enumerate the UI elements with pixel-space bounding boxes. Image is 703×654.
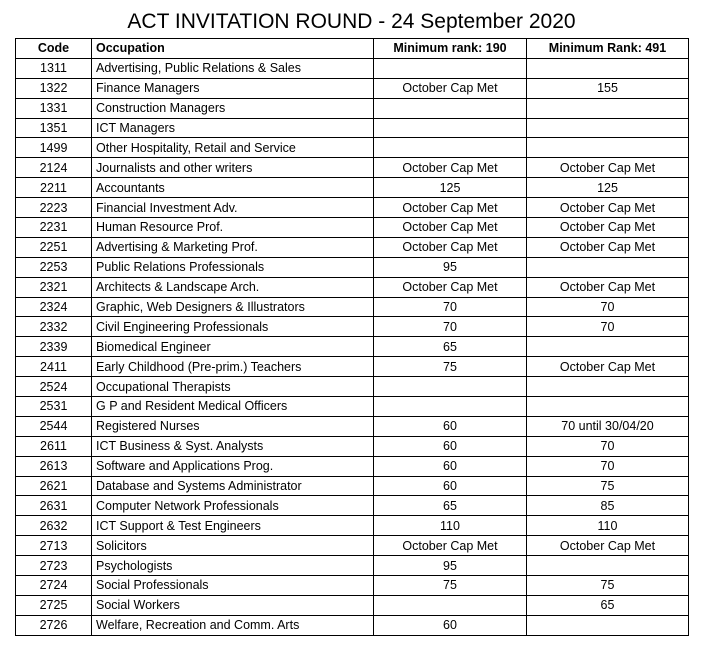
cell-min-rank-190 xyxy=(374,397,527,417)
cell-min-rank-491: 70 xyxy=(527,436,689,456)
cell-min-rank-190: 65 xyxy=(374,496,527,516)
cell-code: 2231 xyxy=(16,218,92,238)
table-row xyxy=(16,277,689,297)
table-row xyxy=(16,615,689,635)
cell-min-rank-491: October Cap Met xyxy=(527,158,689,178)
table-row xyxy=(16,337,689,357)
cell-occupation: Welfare, Recreation and Comm. Arts xyxy=(92,615,374,635)
cell-code: 2339 xyxy=(16,337,92,357)
page-title: ACT INVITATION ROUND - 24 September 2020 xyxy=(127,10,576,33)
cell-occupation: Public Relations Professionals xyxy=(92,257,374,277)
cell-min-rank-190: October Cap Met xyxy=(374,536,527,556)
cell-code: 2544 xyxy=(16,416,92,436)
cell-occupation: Journalists and other writers xyxy=(92,158,374,178)
table-row xyxy=(16,317,689,337)
table-row xyxy=(16,297,689,317)
cell-occupation: Financial Investment Adv. xyxy=(92,198,374,218)
table-row xyxy=(16,456,689,476)
cell-occupation: ICT Business & Syst. Analysts xyxy=(92,436,374,456)
cell-min-rank-190: October Cap Met xyxy=(374,198,527,218)
cell-code: 2621 xyxy=(16,476,92,496)
cell-code: 2713 xyxy=(16,536,92,556)
cell-min-rank-491: 70 xyxy=(527,317,689,337)
cell-occupation: Finance Managers xyxy=(92,78,374,98)
cell-code: 1311 xyxy=(16,58,92,78)
cell-code: 2211 xyxy=(16,178,92,198)
cell-code: 2725 xyxy=(16,595,92,615)
cell-min-rank-190: 70 xyxy=(374,317,527,337)
table-row xyxy=(16,536,689,556)
cell-min-rank-491: 65 xyxy=(527,595,689,615)
cell-occupation: Advertising & Marketing Prof. xyxy=(92,237,374,257)
cell-occupation: Software and Applications Prog. xyxy=(92,456,374,476)
cell-occupation: Architects & Landscape Arch. xyxy=(92,277,374,297)
cell-occupation: G P and Resident Medical Officers xyxy=(92,397,374,417)
cell-min-rank-491: October Cap Met xyxy=(527,218,689,238)
table-row xyxy=(16,416,689,436)
cell-min-rank-491: October Cap Met xyxy=(527,198,689,218)
cell-occupation: Database and Systems Administrator xyxy=(92,476,374,496)
table-row xyxy=(16,377,689,397)
cell-min-rank-190: 95 xyxy=(374,556,527,576)
table-row xyxy=(16,257,689,277)
cell-code: 2324 xyxy=(16,297,92,317)
cell-code: 2321 xyxy=(16,277,92,297)
cell-min-rank-190 xyxy=(374,58,527,78)
cell-occupation: Human Resource Prof. xyxy=(92,218,374,238)
cell-min-rank-190: 75 xyxy=(374,357,527,377)
table-body xyxy=(16,58,689,635)
cell-occupation: Occupational Therapists xyxy=(92,377,374,397)
cell-min-rank-491 xyxy=(527,58,689,78)
cell-code: 2223 xyxy=(16,198,92,218)
cell-occupation: Other Hospitality, Retail and Service xyxy=(92,138,374,158)
cell-occupation: Biomedical Engineer xyxy=(92,337,374,357)
cell-min-rank-491 xyxy=(527,377,689,397)
cell-code: 2524 xyxy=(16,377,92,397)
cell-min-rank-190: October Cap Met xyxy=(374,218,527,238)
table-row xyxy=(16,98,689,118)
cell-min-rank-491 xyxy=(527,138,689,158)
column-header-occupation: Occupation xyxy=(92,39,374,59)
cell-min-rank-190 xyxy=(374,138,527,158)
cell-min-rank-491: 70 xyxy=(527,297,689,317)
cell-code: 2124 xyxy=(16,158,92,178)
cell-min-rank-190: October Cap Met xyxy=(374,277,527,297)
cell-min-rank-491 xyxy=(527,257,689,277)
cell-min-rank-491: October Cap Met xyxy=(527,277,689,297)
cell-min-rank-491: 85 xyxy=(527,496,689,516)
table-row xyxy=(16,516,689,536)
cell-occupation: Registered Nurses xyxy=(92,416,374,436)
cell-min-rank-491: October Cap Met xyxy=(527,357,689,377)
table-row xyxy=(16,556,689,576)
cell-code: 1322 xyxy=(16,78,92,98)
cell-min-rank-491: 75 xyxy=(527,476,689,496)
cell-min-rank-190 xyxy=(374,377,527,397)
cell-code: 2726 xyxy=(16,615,92,635)
table-row xyxy=(16,576,689,596)
cell-code: 2253 xyxy=(16,257,92,277)
cell-code: 1499 xyxy=(16,138,92,158)
cell-min-rank-491: 70 until 30/04/20 xyxy=(527,416,689,436)
cell-min-rank-491: 110 xyxy=(527,516,689,536)
cell-occupation: Advertising, Public Relations & Sales xyxy=(92,58,374,78)
cell-min-rank-190: 70 xyxy=(374,297,527,317)
table-row xyxy=(16,436,689,456)
cell-min-rank-491 xyxy=(527,556,689,576)
table-row xyxy=(16,218,689,238)
cell-occupation: Construction Managers xyxy=(92,98,374,118)
table-row xyxy=(16,476,689,496)
table-header-row xyxy=(16,39,689,59)
cell-occupation: Psychologists xyxy=(92,556,374,576)
cell-min-rank-491 xyxy=(527,615,689,635)
cell-min-rank-491 xyxy=(527,118,689,138)
cell-code: 2632 xyxy=(16,516,92,536)
cell-code: 2332 xyxy=(16,317,92,337)
cell-min-rank-190: 60 xyxy=(374,416,527,436)
cell-min-rank-190: October Cap Met xyxy=(374,78,527,98)
cell-min-rank-190: 125 xyxy=(374,178,527,198)
cell-code: 2724 xyxy=(16,576,92,596)
table-row xyxy=(16,496,689,516)
cell-code: 2631 xyxy=(16,496,92,516)
cell-occupation: ICT Managers xyxy=(92,118,374,138)
cell-min-rank-190 xyxy=(374,118,527,138)
cell-code: 2611 xyxy=(16,436,92,456)
table-row xyxy=(16,198,689,218)
cell-min-rank-491 xyxy=(527,337,689,357)
cell-code: 2723 xyxy=(16,556,92,576)
cell-min-rank-190: 65 xyxy=(374,337,527,357)
invitation-table xyxy=(15,38,689,636)
cell-min-rank-491: 155 xyxy=(527,78,689,98)
table-row xyxy=(16,357,689,377)
cell-code: 1331 xyxy=(16,98,92,118)
cell-code: 1351 xyxy=(16,118,92,138)
table-row xyxy=(16,237,689,257)
table-row xyxy=(16,158,689,178)
cell-min-rank-190 xyxy=(374,595,527,615)
cell-min-rank-190: October Cap Met xyxy=(374,158,527,178)
cell-min-rank-190: October Cap Met xyxy=(374,237,527,257)
cell-code: 2251 xyxy=(16,237,92,257)
table-row xyxy=(16,118,689,138)
cell-min-rank-190: 60 xyxy=(374,476,527,496)
cell-min-rank-491: 70 xyxy=(527,456,689,476)
cell-min-rank-190: 60 xyxy=(374,615,527,635)
table-row xyxy=(16,78,689,98)
cell-min-rank-190: 60 xyxy=(374,456,527,476)
cell-occupation: Early Childhood (Pre-prim.) Teachers xyxy=(92,357,374,377)
cell-occupation: Graphic, Web Designers & Illustrators xyxy=(92,297,374,317)
cell-occupation: Social Workers xyxy=(92,595,374,615)
cell-occupation: Computer Network Professionals xyxy=(92,496,374,516)
cell-min-rank-190: 75 xyxy=(374,576,527,596)
cell-occupation: Solicitors xyxy=(92,536,374,556)
cell-min-rank-190 xyxy=(374,98,527,118)
cell-occupation: ICT Support & Test Engineers xyxy=(92,516,374,536)
cell-occupation: Accountants xyxy=(92,178,374,198)
cell-min-rank-491 xyxy=(527,98,689,118)
cell-code: 2411 xyxy=(16,357,92,377)
table-row xyxy=(16,58,689,78)
table-row xyxy=(16,595,689,615)
table-row xyxy=(16,397,689,417)
table-row xyxy=(16,178,689,198)
column-header-min-rank-190: Minimum rank: 190 xyxy=(374,39,527,59)
column-header-min-rank-491: Minimum Rank: 491 xyxy=(527,39,689,59)
cell-code: 2613 xyxy=(16,456,92,476)
cell-min-rank-491: 125 xyxy=(527,178,689,198)
cell-min-rank-491 xyxy=(527,397,689,417)
cell-min-rank-190: 110 xyxy=(374,516,527,536)
cell-min-rank-190: 95 xyxy=(374,257,527,277)
cell-min-rank-491: October Cap Met xyxy=(527,536,689,556)
column-header-code: Code xyxy=(16,39,92,59)
cell-min-rank-491: October Cap Met xyxy=(527,237,689,257)
cell-occupation: Social Professionals xyxy=(92,576,374,596)
cell-occupation: Civil Engineering Professionals xyxy=(92,317,374,337)
cell-min-rank-190: 60 xyxy=(374,436,527,456)
table-row xyxy=(16,138,689,158)
cell-min-rank-491: 75 xyxy=(527,576,689,596)
cell-code: 2531 xyxy=(16,397,92,417)
